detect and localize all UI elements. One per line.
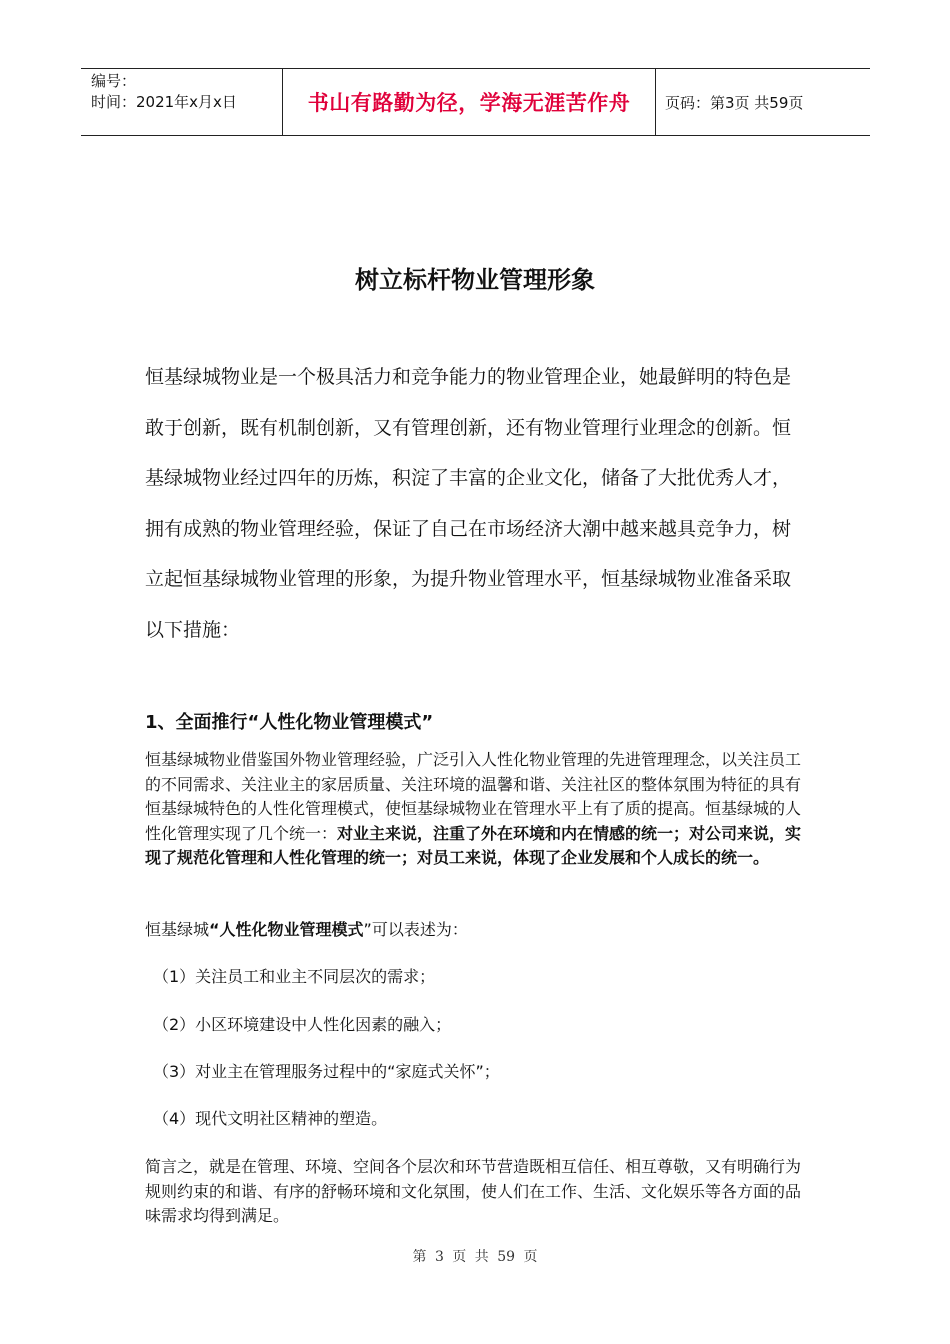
paragraph-model-name: “人性化物业管理模式 [209,920,364,939]
list-item: （3）对业主在管理服务过程中的“家庭式关怀”； [153,1062,500,1081]
summary-paragraph: 简言之，就是在管理、环境、空间各个层次和环节营造既相互信任、相互尊敬，又有明确行为规则约束的和谐、有序的舒畅环境和文化氛围，使人们在工作、生活、文化娱乐等各方面的品味需求均得到满足。 [145,1157,802,1225]
paragraph-suffix: ”可以表述为： [363,920,468,939]
page-footer: 第 3 页 共 59 页 [412,1249,538,1265]
page-header [81,68,870,136]
header-motto-cell [282,69,656,135]
list-item: （4）现代文明社区精神的塑造。 [153,1109,388,1128]
intro-paragraph: 恒基绿城物业是一个极具活力和竞争能力的物业管理企业，她最鲜明的特色是敢于创新，既有机制创新，又有管理创新，还有物业管理行业理念的创新。恒基绿城物业经过四年的历炼，积淀了丰富的企业文化，储备了大批优秀人才，拥有成熟的物业管理经验，保证了自己在市场经济大潮中越来越具竞争力，树立起恒基绿城物业管理的形象，为提升物业管理水平，恒基绿城物业准备采取以下措施： [145,366,792,641]
header-page-code-cell [656,69,870,135]
paragraph-emphasis: 对业主来说，注重了外在环境和内在情感的统一；对公司来说，实现了规范化管理和人性化管理的统一；对员工来说，体现了企业发展和个人成长的统一。 [145,823,802,867]
page-code: 页码：第3页 共59页 [665,93,804,112]
section-heading: 1、全面推行“人性化物业管理模式” [145,712,434,733]
paragraph-prefix: 恒基绿城 [145,920,210,939]
document-date: 时间：2021年x月x日 [91,93,237,111]
paragraph-text: 恒基绿城物业借鉴国外物业管理经验，广泛引入人性化物业管理的先进管理理念，以关注员工的不同需求、关注业主的家居质量、关注环境的温馨和谐、关注社区的整体氛围为特征的具有恒基绿城特色的人性化管理模式，使恒基绿城物业在管理水平上有了质的提高。恒基绿城的人性化管理实现了几个统一： [145,750,802,843]
list-item: （2）小区环境建设中人性化因素的融入； [153,1015,452,1034]
document-title: 树立标杆物业管理形象 [355,266,595,294]
motto: 书山有路勤为径，学海无涯苦作舟 [307,90,631,115]
section-paragraph-1 [145,748,810,871]
section-paragraph-2 [145,918,810,943]
list-item: （1）关注员工和业主不同层次的需求； [153,967,436,986]
document-number: 编号： [91,72,137,90]
header-meta [81,69,282,135]
